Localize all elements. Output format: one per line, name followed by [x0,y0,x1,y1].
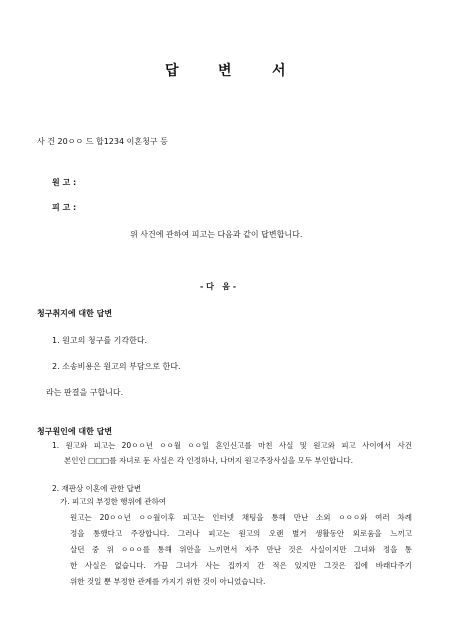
plaintiff-label: 원 고 : [52,178,77,187]
case-line: 사 건 20ㅇㅇ 드 합1234 이혼청구 등 [37,137,168,146]
next-heading: - 다 음 - [200,282,237,291]
cause-item1-line1: 1. 원고와 피고는 20ㅇㅇ년 ㅇㅇ월 ㅇㅇ일 혼인신고를 마친 사실 및 원고와 피고 사이에서 사건 [52,441,412,450]
title-char-1: 답 [165,63,179,79]
cause-item2-line-5: 위한 것일 뿐 부정한 관계를 가지기 위한 것이 아니었습니다. [70,577,266,586]
claim-closing: 라는 판결을 구합니다. [46,388,124,397]
claim-item-1: 1. 원고의 청구를 기각한다. [52,336,148,345]
cause-item2-heading: 2. 재판상 이혼에 관한 답변 [52,484,142,493]
cause-item2-line-1: 원고는 20ㅇㅇ년 ㅇㅇ월이후 피고는 인터넷 채팅을 통해 만난 소외 ㅇㅇㅇ와 여러 차례 [70,513,412,522]
cause-item2-line-3: 살던 중 위 ㅇㅇㅇ를 통해 위안을 느끼면서 자주 만난 것은 사실이지만 그녀와 정을 통 [70,545,412,554]
defendant-label: 피 고 : [52,203,77,212]
cause-item2-line-2: 정을 통했다고 주장합니다. 그러나 피고는 원고의 오랜 별거 생활동안 외로움을 느끼고 [70,529,412,538]
title-char-3: 서 [272,63,286,79]
cause-item2-line-4: 한 사실은 없습니다. 가끔 그녀가 사는 집까지 간 적은 있지만 그것은 집에 바래다주기 [70,561,412,570]
cause-item2-subheading: 가. 피고의 부정한 행위에 관하여 [60,497,167,506]
cause-section-heading: 청구원인에 대한 답변 [37,427,113,436]
cause-item1-line2: 본인인 □□□를 자녀로 둔 사실은 각 인정하나, 나머지 원고주장사실을 모두 부인합니다. [64,456,353,465]
title-char-2: 변 [218,63,232,79]
claim-item-2: 2. 소송비용은 원고의 부담으로 한다. [52,362,181,371]
intro-sentence: 위 사건에 관하여 피고는 다음과 같이 답변합니다. [130,230,303,239]
claim-section-heading: 청구취지에 대한 답변 [37,309,113,318]
